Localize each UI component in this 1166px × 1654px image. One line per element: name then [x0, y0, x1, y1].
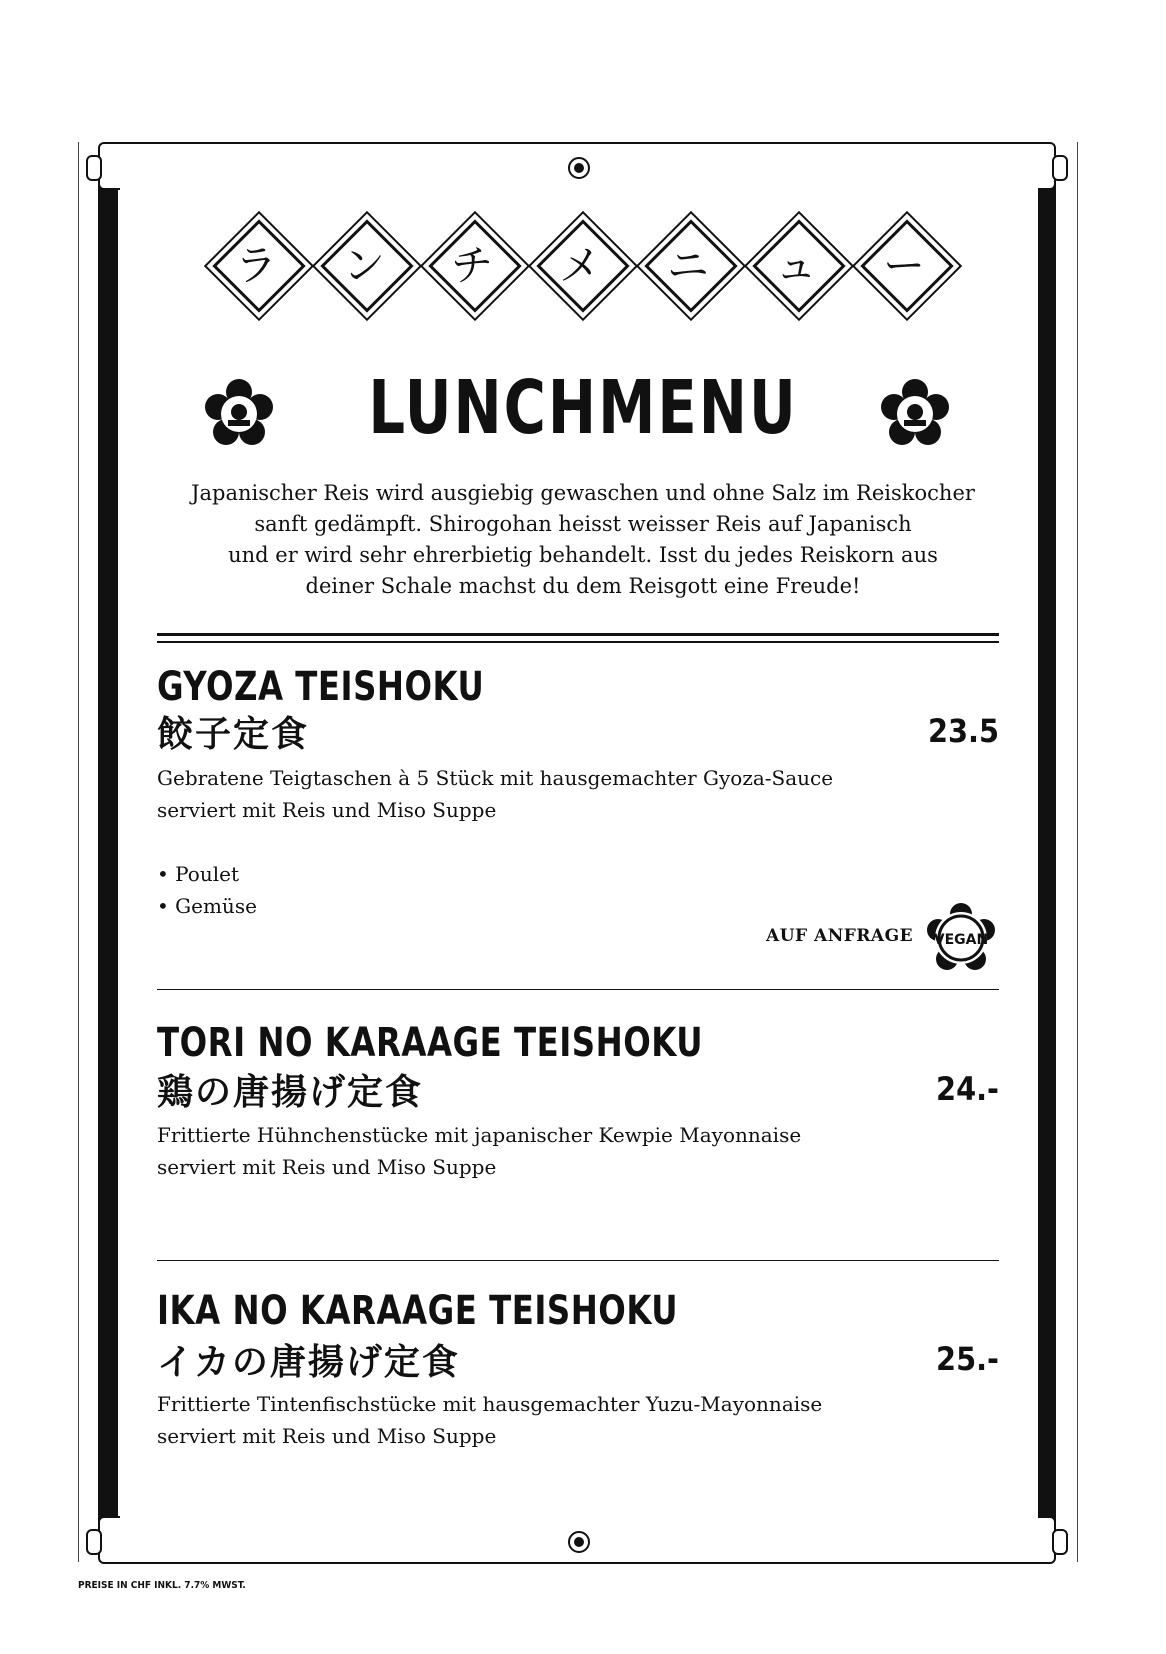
scroll-left-bar [98, 142, 118, 1564]
dish-price: 25.- [936, 1340, 999, 1378]
on-request-note: AUF ANFRAGE [766, 926, 914, 946]
description-line: serviert mit Reis und Miso Suppe [157, 798, 497, 822]
dish-name-jp: 餃子定食 [157, 714, 310, 755]
scroll-top-rod [98, 142, 1056, 190]
dish-name: IKA NO KARAAGE TEISHOKU [157, 1288, 679, 1334]
intro-line: und er wird sehr ehrerbietig behandelt. Isst du jedes Reiskorn aus [228, 543, 938, 567]
description-line: Gebratene Teigtaschen à 5 Stück mit hausgemachter Gyoza-Sauce [157, 766, 834, 790]
crest-icon [204, 379, 274, 449]
intro-text [160, 478, 1006, 602]
katakana-heading [208, 215, 958, 325]
dish-name: TORI NO KARAAGE TEISHOKU [157, 1020, 703, 1066]
dish-price: 24.- [936, 1070, 999, 1108]
option-item: • Gemüse [157, 894, 257, 918]
kana-glyph: ニ [666, 241, 709, 290]
dish-price: 23.5 [927, 712, 999, 750]
page-title: LUNCHMENU [368, 366, 798, 452]
rod-cap-left [86, 155, 102, 181]
dish-name: GYOZA TEISHOKU [157, 664, 485, 710]
vegan-icon [925, 902, 997, 974]
description-line: Frittierte Hühnchenstücke mit japanischer Kewpie Mayonnaise [157, 1123, 802, 1147]
kana-glyph: チ [450, 241, 493, 290]
dish-description [157, 1388, 822, 1452]
crest-icon [567, 156, 591, 180]
vegan-badge [925, 902, 997, 974]
intro-line: deiner Schale machst du dem Reisgott eine Freude! [305, 574, 861, 598]
section-divider [157, 633, 999, 643]
section-divider [157, 989, 999, 990]
kana-diamond [316, 215, 412, 311]
description-line: serviert mit Reis und Miso Suppe [157, 1424, 497, 1448]
section-divider [157, 1260, 999, 1261]
vegan-badge-label: VEGAN [933, 932, 989, 948]
crest-icon [880, 379, 950, 449]
kana-glyph: メ [558, 241, 601, 290]
left-border-line [78, 142, 79, 1562]
intro-line: sanft gedämpft. Shirogohan heisst weisser Reis auf Japanisch [254, 512, 912, 536]
price-footnote: PREISE IN CHF INKL. 7.7% MWST. [78, 1580, 246, 1591]
rod-cap-right [1052, 1529, 1068, 1555]
description-line: serviert mit Reis und Miso Suppe [157, 1155, 497, 1179]
kana-glyph: ラ [234, 241, 277, 290]
scroll-bottom-rod [98, 1516, 1056, 1564]
kana-diamond [748, 215, 844, 311]
right-border-line [1077, 142, 1078, 1562]
kana-diamond [856, 215, 952, 311]
kana-diamond [208, 215, 304, 311]
kana-glyph: ー [882, 241, 925, 290]
description-line: Frittierte Tintenfischstücke mit hausgemachter Yuzu-Mayonnaise [157, 1392, 823, 1416]
option-item: • Poulet [157, 862, 239, 886]
rod-cap-right [1052, 155, 1068, 181]
rod-cap-left [86, 1529, 102, 1555]
kana-glyph: ン [342, 241, 385, 290]
dish-description [157, 762, 833, 826]
dish-description [157, 1119, 801, 1183]
kana-diamond [532, 215, 628, 311]
kana-diamond [424, 215, 520, 311]
intro-line: Japanischer Reis wird ausgiebig gewaschen und ohne Salz im Reiskocher [191, 481, 975, 505]
kana-glyph: ュ [774, 241, 817, 290]
scroll-right-bar [1036, 142, 1056, 1564]
kana-diamond [640, 215, 736, 311]
dish-name-jp: 鶏の唐揚げ定食 [157, 1072, 424, 1113]
dish-name-jp: イカの唐揚げ定食 [157, 1342, 460, 1383]
crest-icon [567, 1530, 591, 1554]
